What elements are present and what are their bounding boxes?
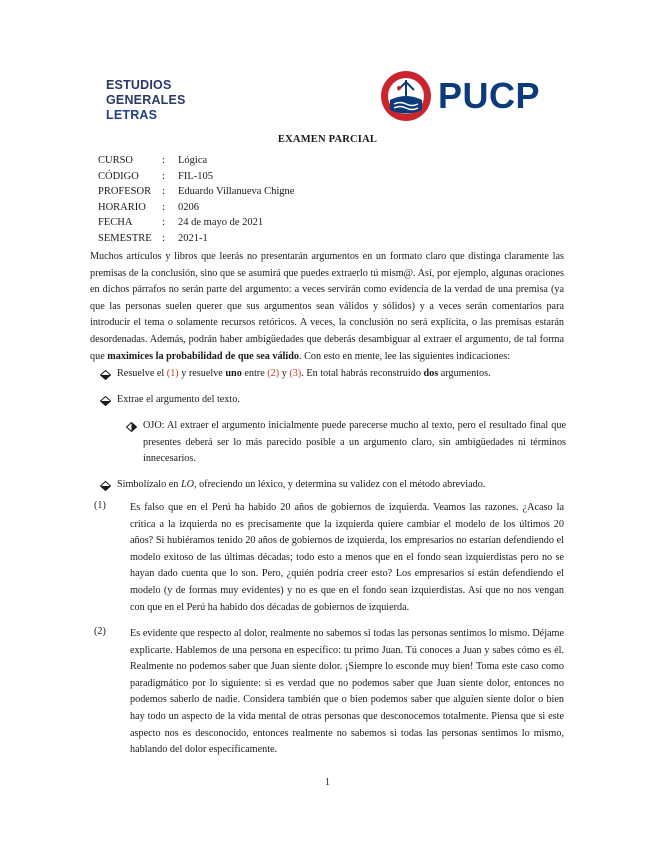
info-key: CÓDIGO xyxy=(98,170,139,182)
instruction-1-d: y xyxy=(279,368,290,379)
info-row-curso xyxy=(98,153,294,169)
info-value: 24 de mayo de 2021 xyxy=(178,217,264,228)
info-colon: : xyxy=(162,217,165,228)
exam-title: EXAMEN PARCIAL xyxy=(277,134,378,145)
instruction-3-a: Simbolízalo en xyxy=(117,479,181,491)
instruction-1-a: Resuelve el xyxy=(117,368,167,379)
logo-line-3: LETRAS xyxy=(106,108,158,122)
pucp-logo xyxy=(380,70,555,122)
info-colon: : xyxy=(162,201,165,213)
info-row-semestre xyxy=(98,231,294,247)
ref-problem-2: (2) xyxy=(267,368,280,379)
info-row-fecha xyxy=(98,215,294,231)
instruction-1-e: . En total habrás reconstruido xyxy=(301,368,424,379)
instruction-1-b: y resuelve xyxy=(178,368,226,379)
logo-line-2: GENERALES xyxy=(106,93,186,107)
estudios-generales-letras-logo xyxy=(106,78,186,123)
instruction-3 xyxy=(100,477,566,494)
info-value: 2021-1 xyxy=(178,232,208,244)
info-row-profesor xyxy=(98,184,294,200)
info-key: PROFESOR xyxy=(98,186,152,197)
intro-text-2: . Con esto en mente, lee las siguientes indicaciones: xyxy=(298,350,511,362)
info-key: SEMESTRE xyxy=(98,232,152,244)
info-key: FECHA xyxy=(98,217,133,228)
pucp-wordmark: PUCP xyxy=(438,75,541,116)
diamond-bullet-icon xyxy=(100,370,111,380)
info-value: Eduardo Villanueva Chigne xyxy=(178,186,295,197)
problem-number: (2) xyxy=(94,626,106,637)
instruction-2-text: Extrae el argumento del texto. xyxy=(117,394,240,406)
instruction-2-sub-text: OJO: Al extraer el argumento inicialmente puede parecerse mucho al texto, pero el resultado final que presentes deberá ser lo más parecido posible a un argumento claro, sin ambigüedades ni términos innecesarios. xyxy=(143,420,566,465)
instruction-3-lo: LO xyxy=(180,479,194,491)
intro-paragraph xyxy=(90,249,564,365)
instruction-1-bold-dos: dos xyxy=(423,368,439,379)
info-value: FIL-105 xyxy=(178,170,213,182)
pucp-seal-icon xyxy=(380,70,432,122)
problem-1 xyxy=(94,500,564,616)
info-colon: : xyxy=(162,170,165,182)
info-key: CURSO xyxy=(98,155,134,166)
problem-number: (1) xyxy=(94,500,106,511)
problem-text: Es falso que en el Perú ha habido 20 años de gobiernos de izquierda. Veamos las razones. ¿Acaso la crítica a la izquierda no es precisamente que la izquierda quiere cambiar el modelo de los últimos 20 años? Si hubiéramos tenido 20 años de gobiernos de izquierda, los empresarios no estarían defendiendo el modelo exitoso de las últimas décadas; todo esto a menos que en el fondo sean izquierdistas pero no se hayan dado cuenta que lo son. Pero, ¿quién podría creer esto? Los empresarios sí están defendiendo el modelo (y de formas muy evidentes) y no es que en el fondo sean izquierdistas. Así que no nos vengan con que en el Perú ha habido dos décadas de gobiernos de izquierda. xyxy=(130,502,564,613)
instruction-1-c: entre xyxy=(241,368,268,379)
logo-line-1: ESTUDIOS xyxy=(106,78,172,92)
page-number: 1 xyxy=(325,777,330,788)
problem-text: Es evidente que respecto al dolor, realmente no sabemos si todas las personas sentimos lo mismo. Déjame explicarte. Hablemos de una persona en específico: tu primo Juan. Tú conoces a Juan y sabes cómo es él. Realmente no podemos saber que Juan siente dolor. ¡Siempre lo esconde muy bien! Toma este caso como paradigmático por lo siguiente: si es verdad que no podemos saber que Juan siente dolor, entonces no podemos saberlo de nadie. Considera también que o bien podemos saber que alguien siente dolor o bien hay todo un aspecto de la vida mental de otras personas que desconocemos totalmente. Piensa que si este aspecto nos es desconocido, entonces realmente no sabemos si todas las personas sentimos lo mismo, hablando del dolor específicamente. xyxy=(130,628,564,756)
instruction-2 xyxy=(100,392,566,409)
problem-2 xyxy=(94,626,564,759)
intro-text-1: Muchos artículos y libros que leerás no presentarán argumentos en un formato claro que distinga claramente las premisas de la conclusión, sino que se asumirá que puedes extraerlo tú mism@. Así, por ejemplo, algunas oraciones en dichos párrafos no serán parte del argumento: a veces servirán como evidencia de la verdad de una premisa (ya que las personas suelen querer que sus argumentos sean válidos y sólidos) y a veces serán comentarios para introducir el tema o solamente recursos retóricos. A veces, la conclusión no será explícita, o las premisas estarán desordenadas. Además, podrán haber ambigüedades que deberás desambiguar al extraer el argumento, de tal forma que xyxy=(90,251,564,362)
instruction-1 xyxy=(100,366,566,383)
info-value: Lógica xyxy=(178,155,208,166)
instruction-2-sub xyxy=(126,418,566,468)
diamond-bullet-icon xyxy=(100,481,111,491)
course-info-table xyxy=(98,153,294,246)
info-colon: : xyxy=(162,155,165,166)
info-row-horario xyxy=(98,200,294,216)
ref-problem-3: (3) xyxy=(289,368,302,379)
instructions-list xyxy=(100,366,566,504)
info-key: HORARIO xyxy=(98,201,146,213)
instruction-1-bold-uno: uno xyxy=(225,368,242,379)
info-colon: : xyxy=(162,232,165,244)
info-value: 0206 xyxy=(178,201,199,213)
ref-problem-1: (1) xyxy=(166,368,179,379)
instruction-3-b: , ofreciendo un léxico, y determina su validez con el método abreviado. xyxy=(193,479,486,491)
intro-bold: maximices la probabilidad de que sea válido xyxy=(107,350,299,362)
diamond-bullet-icon xyxy=(100,396,111,406)
info-row-codigo xyxy=(98,169,294,185)
instruction-1-f: argumentos. xyxy=(438,368,491,379)
diamond-sub-bullet-icon xyxy=(126,422,137,432)
info-colon: : xyxy=(162,186,165,197)
